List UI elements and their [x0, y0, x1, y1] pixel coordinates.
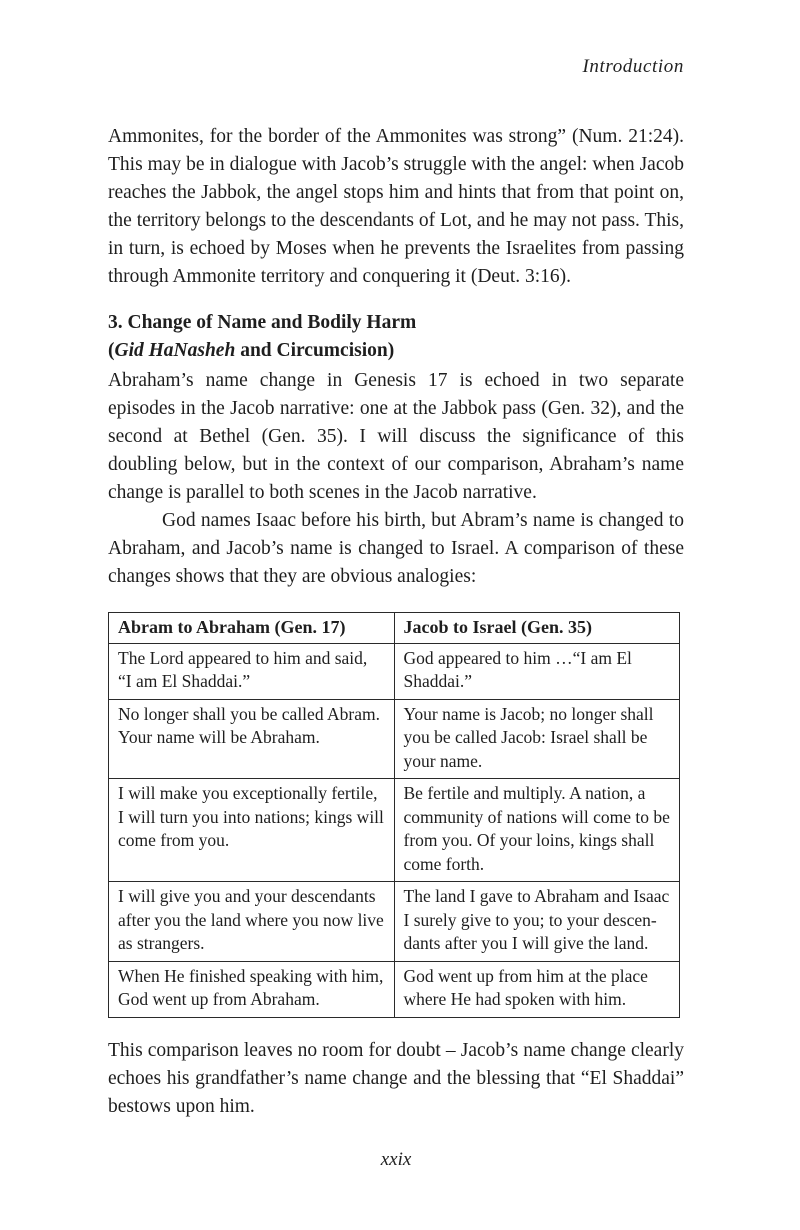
running-header: Introduction — [582, 56, 684, 77]
table-cell-jacob: Your name is Jacob; no longer shall you be called Jacob: Israel shall be your name. — [394, 699, 680, 779]
paragraph-conclusion: This comparison leaves no room for doubt – Jacob’s name change clearly echoes his grandfather’s name change and the blessing that “El Shaddai” bestows upon him. — [108, 1039, 684, 1117]
table-row — [109, 882, 680, 962]
table-header-row — [109, 613, 680, 644]
table-cell-jacob: Be fertile and multiply. A nation, a community of nations will come to be from you. Of your loins, kings shall come forth. — [394, 779, 680, 882]
heading-paren-rest: and Circumcision) — [235, 340, 395, 361]
comparison-table — [108, 612, 680, 1018]
table-header-jacob: Jacob to Israel (Gen. 35) — [394, 613, 680, 644]
table-row — [109, 779, 680, 882]
table-cell-jacob: God appeared to him …“I am El Shaddai.” — [394, 643, 680, 699]
table-cell-abram: When He finished speaking with him, God went up from Abraham. — [109, 961, 395, 1017]
table-row — [109, 699, 680, 779]
page-number: xxix — [380, 1148, 412, 1170]
table-cell-abram: I will give you and your descendants after you the land where you now live as strangers. — [109, 882, 395, 962]
heading-hebrew-term: Gid HaNasheh — [114, 340, 236, 361]
comparison-table-body — [109, 643, 680, 1017]
table-row — [109, 643, 680, 699]
heading-paren-open: ( — [108, 340, 115, 361]
comparison-table-head — [109, 613, 680, 644]
table-cell-abram: The Lord appeared to him and said, “I am El Shaddai.” — [109, 643, 395, 699]
table-cell-abram: No longer shall you be called Abram. Your name will be Abraham. — [109, 699, 395, 779]
paragraph-abraham-name-change: Abraham’s name change in Genesis 17 is echoed in two separate episodes in the Jacob narrative: one at the Jabbok pass (Gen. 32), and the second at Bethel (Gen. 35). I will discuss the significance of this doubling below, but in the context of our comparison, Abraham’s name change is parallel to both scenes in the Jacob narrative. — [108, 370, 684, 503]
paragraph-ammonites: Ammonites, for the border of the Ammonites was strong” (Num. 21:24). This may be in dialogue with Jacob’s struggle with the angel: when Jacob reaches the Jabbok, the angel stops him and hints that from that point on, the territory belongs to the descendants of Lot, and he may not pass. This, in turn, is echoed by Moses when he prevents the Israelites from passing through Ammonite territory and conquering it (Deut. 3:16). — [108, 126, 684, 287]
section-heading-line1: 3. Change of Name and Bodily Harm — [108, 312, 417, 333]
table-row — [109, 961, 680, 1017]
section-heading-line2 — [108, 340, 394, 361]
section-heading — [108, 309, 684, 365]
paragraph-god-names-isaac: God names Isaac before his birth, but Abram’s name is changed to Abraham, and Jacob’s name is changed to Israel. A comparison of these changes shows that they are obvious analogies: — [108, 510, 684, 587]
table-cell-abram: I will make you exceptionally fertile, I will turn you into nations; kings will come from you. — [109, 779, 395, 882]
table-cell-jacob: God went up from him at the place where He had spoken with him. — [394, 961, 680, 1017]
table-header-abram: Abram to Abraham (Gen. 17) — [109, 613, 395, 644]
page-content — [0, 55, 800, 1172]
table-cell-jacob: The land I gave to Abraham and Isaac I surely give to you; to your descendants after you I will give the land. — [394, 882, 680, 962]
